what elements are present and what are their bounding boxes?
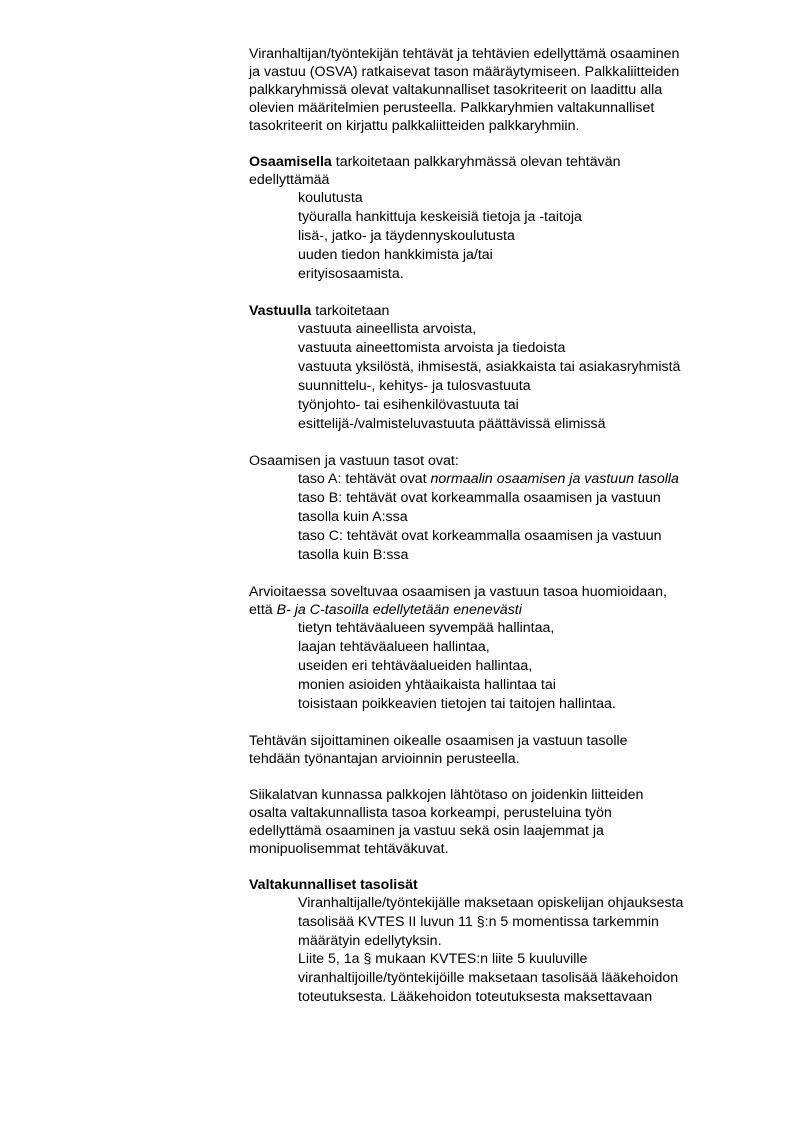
tasolisat-line: Liite 5, 1a § mukaan KVTES:n liite 5 kuuluville: [298, 951, 588, 967]
sijoittaminen-paragraph: [249, 732, 749, 768]
taso-b-cont: tasolla kuin A:ssa: [298, 509, 408, 525]
paragraph-line: Siikalatvan kunnassa palkkojen lähtötaso on joidenkin liitteiden: [249, 787, 644, 803]
tasolisat-section: [249, 876, 749, 1007]
list-item: koulutusta: [298, 190, 363, 206]
paragraph-line: tehdään työnantajan arvioinnin perusteella.: [249, 751, 520, 767]
list-item: laajan tehtäväalueen hallintaa,: [298, 639, 490, 655]
paragraph-line: monipuolisemmat tehtäväkuvat.: [249, 841, 449, 857]
list-item: erityisosaamista.: [298, 266, 404, 282]
osaaminen-definition-line2: edellyttämää: [249, 172, 330, 188]
section-heading: Valtakunnalliset tasolisät: [249, 877, 418, 893]
paragraph-line: edellyttämä osaaminen ja vastuu sekä osin laajemmat ja: [249, 823, 604, 839]
taso-a: taso A: tehtävät ovat normaalin osaamisen ja vastuun tasolla: [298, 471, 679, 487]
tasot-heading: Osaamisen ja vastuun tasot ovat:: [249, 453, 459, 469]
intro-line: tasokriteerit on kirjattu palkkaliitteiden palkkaryhmiin.: [249, 118, 580, 134]
paragraph-line: osalta valtakunnallista tasoa korkeampi, perusteluina työn: [249, 805, 612, 821]
document-page: [249, 45, 749, 1007]
list-item: toisistaan poikkeavien tietojen tai taitojen hallintaa.: [298, 696, 616, 712]
arviointi-line: Arvioitaessa soveltuvaa osaamisen ja vastuun tasoa huomioidaan,: [249, 584, 667, 600]
tasolisat-line: toteutuksesta. Lääkehoidon toteutuksesta maksettavaan: [298, 989, 653, 1005]
list-item: uuden tiedon hankkimista ja/tai: [298, 247, 493, 263]
osaaminen-definition: tarkoitetaan palkkaryhmässä olevan tehtävän: [331, 154, 621, 170]
arviointi-section: [249, 583, 749, 714]
tasolisat-line: tasolisää KVTES II luvun 11 §:n 5 momentissa tarkemmin: [298, 914, 659, 930]
intro-line: Viranhaltijan/työntekijän tehtävät ja tehtävien edellyttämä osaaminen: [249, 46, 680, 62]
tasolisat-line: viranhaltijoille/työntekijöille maksetaan tasolisää lääkehoidon: [298, 970, 679, 986]
list-item: useiden eri tehtäväalueiden hallintaa,: [298, 658, 533, 674]
intro-line: ja vastuu (OSVA) ratkaisevat tason määräytymiseen. Palkkaliitteiden: [249, 64, 680, 80]
tasot-section: [249, 452, 749, 565]
tasolisat-line: määrätyin edellytyksin.: [298, 933, 442, 949]
intro-paragraph: [249, 45, 749, 135]
list-item: lisä-, jatko- ja täydennyskoulutusta: [298, 228, 515, 244]
siikalatva-paragraph: [249, 786, 749, 858]
vastuu-term: Vastuulla: [249, 303, 312, 319]
paragraph-line: Tehtävän sijoittaminen oikealle osaamisen ja vastuun tasolle: [249, 733, 628, 749]
list-item: työuralla hankittuja keskeisiä tietoja ja -taitoja: [298, 209, 582, 225]
osaaminen-term: Osaamisella: [249, 154, 332, 170]
vastuu-definition: tarkoitetaan: [311, 303, 390, 319]
list-item: vastuuta aineellista arvoista,: [298, 321, 477, 337]
tasolisat-line: Viranhaltijalle/työntekijälle maksetaan opiskelijan ohjauksesta: [298, 895, 684, 911]
list-item: vastuuta aineettomista arvoista ja tiedoista: [298, 340, 566, 356]
taso-c: taso C: tehtävät ovat korkeammalla osaamisen ja vastuun: [298, 528, 662, 544]
taso-b: taso B: tehtävät ovat korkeammalla osaamisen ja vastuun: [298, 490, 661, 506]
vastuu-section: [249, 302, 749, 434]
list-item: tietyn tehtäväalueen syvempää hallintaa,: [298, 620, 555, 636]
list-item: esittelijä-/valmisteluvastuuta päättävissä elimissä: [298, 416, 606, 432]
osaaminen-section: [249, 153, 749, 284]
list-item: monien asioiden yhtäaikaista hallintaa tai: [298, 677, 556, 693]
list-item: työnjohto- tai esihenkilövastuuta tai: [298, 397, 519, 413]
arviointi-line: että B- ja C-tasoilla edellytetään enenevästi: [249, 602, 522, 618]
intro-line: olevien määritelmien perusteella. Palkkaryhmien valtakunnalliset: [249, 100, 655, 116]
list-item: vastuuta yksilöstä, ihmisestä, asiakkaista tai asiakasryhmistä: [298, 359, 681, 375]
list-item: suunnittelu-, kehitys- ja tulosvastuuta: [298, 378, 531, 394]
taso-c-cont: tasolla kuin B:ssa: [298, 547, 409, 563]
intro-line: palkkaryhmissä olevat valtakunnalliset tasokriteerit on laadittu alla: [249, 82, 663, 98]
